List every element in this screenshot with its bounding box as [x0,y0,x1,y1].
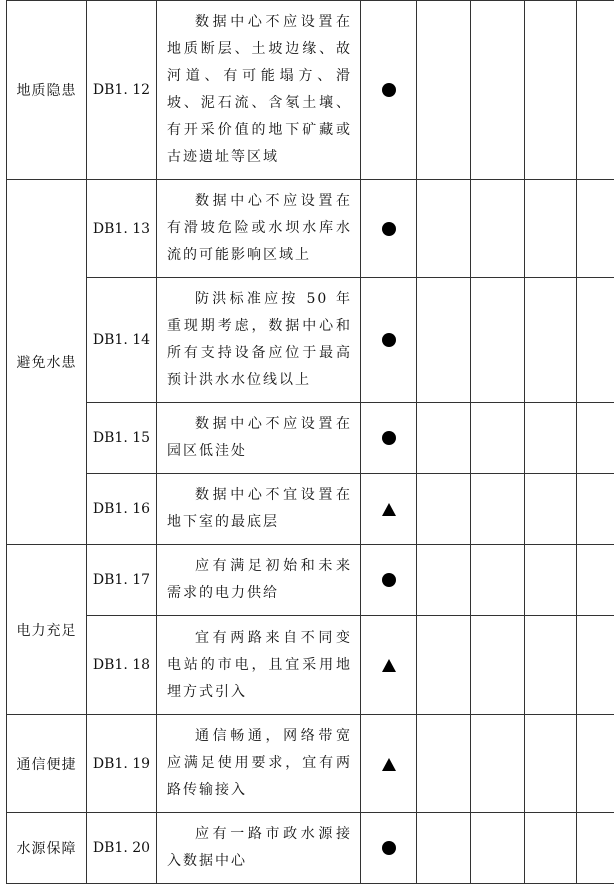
mark-cell [361,813,417,884]
empty-cell [417,1,471,180]
description-text: 通信畅通，网络带宽应满足使用要求，宜有两路传输接入 [167,723,352,804]
mark-cell [361,1,417,180]
empty-cell [525,1,577,180]
empty-cell [471,1,525,180]
filled-circle-icon [382,573,396,587]
description-cell [157,715,361,813]
empty-cell [525,278,577,403]
description-cell [157,1,361,180]
description-text: 应有一路市政水源接入数据中心 [167,821,352,875]
empty-cell [471,278,525,403]
filled-circle-icon [382,431,396,445]
empty-cell [525,474,577,545]
category-cell: 通信便捷 [7,715,87,813]
description-text: 数据中心不应设置在地质断层、土坡边缘、故河道、有可能塌方、滑坡、泥石流、含氡土壤、有开采价值的地下矿藏或古迹遗址等区域 [167,9,352,171]
filled-triangle-icon [382,758,396,771]
table-row [7,180,614,278]
description-cell [157,616,361,715]
code-cell: DB1. 19 [87,715,157,813]
description-text: 防洪标准应按 50 年重现期考虑，数据中心和所有支持设备应位于最高预计洪水水位线以上 [167,286,352,394]
empty-cell [577,715,614,813]
empty-cell [577,616,614,715]
empty-cell [417,616,471,715]
empty-cell [525,403,577,474]
filled-circle-icon [382,222,396,236]
description-text: 数据中心不应设置在园区低洼处 [167,411,352,465]
code-cell: DB1. 20 [87,813,157,884]
empty-cell [417,715,471,813]
filled-circle-icon [382,333,396,347]
empty-cell [471,180,525,278]
code-cell: DB1. 13 [87,180,157,278]
description-cell [157,545,361,616]
description-cell [157,180,361,278]
description-cell [157,403,361,474]
empty-cell [525,715,577,813]
empty-cell [471,403,525,474]
table-row [7,278,614,403]
empty-cell [417,545,471,616]
category-cell: 避免水患 [7,180,87,545]
empty-cell [577,403,614,474]
empty-cell [525,180,577,278]
table-row [7,616,614,715]
description-cell [157,278,361,403]
empty-cell [471,474,525,545]
empty-cell [417,180,471,278]
description-text: 数据中心不应设置在有滑坡危险或水坝水库水流的可能影响区域上 [167,188,352,269]
empty-cell [471,545,525,616]
table-row [7,813,614,884]
empty-cell [525,813,577,884]
empty-cell [577,545,614,616]
code-cell: DB1. 15 [87,403,157,474]
table-row [7,715,614,813]
code-cell: DB1. 17 [87,545,157,616]
empty-cell [577,180,614,278]
category-cell: 电力充足 [7,545,87,715]
filled-triangle-icon [382,503,396,516]
table-row [7,1,614,180]
empty-cell [577,474,614,545]
mark-cell [361,403,417,474]
code-cell: DB1. 14 [87,278,157,403]
table-row [7,474,614,545]
mark-cell [361,616,417,715]
filled-circle-icon [382,841,396,855]
empty-cell [471,715,525,813]
empty-cell [525,616,577,715]
code-cell: DB1. 16 [87,474,157,545]
empty-cell [471,813,525,884]
category-cell: 水源保障 [7,813,87,884]
category-cell: 地质隐患 [7,1,87,180]
mark-cell [361,474,417,545]
description-cell [157,813,361,884]
filled-triangle-icon [382,659,396,672]
empty-cell [471,616,525,715]
empty-cell [417,474,471,545]
empty-cell [417,278,471,403]
mark-cell [361,278,417,403]
description-cell [157,474,361,545]
description-text: 应有满足初始和未来需求的电力供给 [167,553,352,607]
code-cell: DB1. 12 [87,1,157,180]
mark-cell [361,715,417,813]
empty-cell [577,813,614,884]
table-row [7,545,614,616]
code-cell: DB1. 18 [87,616,157,715]
empty-cell [577,278,614,403]
empty-cell [577,1,614,180]
empty-cell [417,813,471,884]
table-row [7,403,614,474]
empty-cell [525,545,577,616]
empty-cell [417,403,471,474]
mark-cell [361,545,417,616]
description-text: 宜有两路来自不同变电站的市电，且宜采用地埋方式引入 [167,625,352,706]
filled-circle-icon [382,83,396,97]
requirements-table [6,0,614,884]
description-text: 数据中心不宜设置在地下室的最底层 [167,482,352,536]
mark-cell [361,180,417,278]
